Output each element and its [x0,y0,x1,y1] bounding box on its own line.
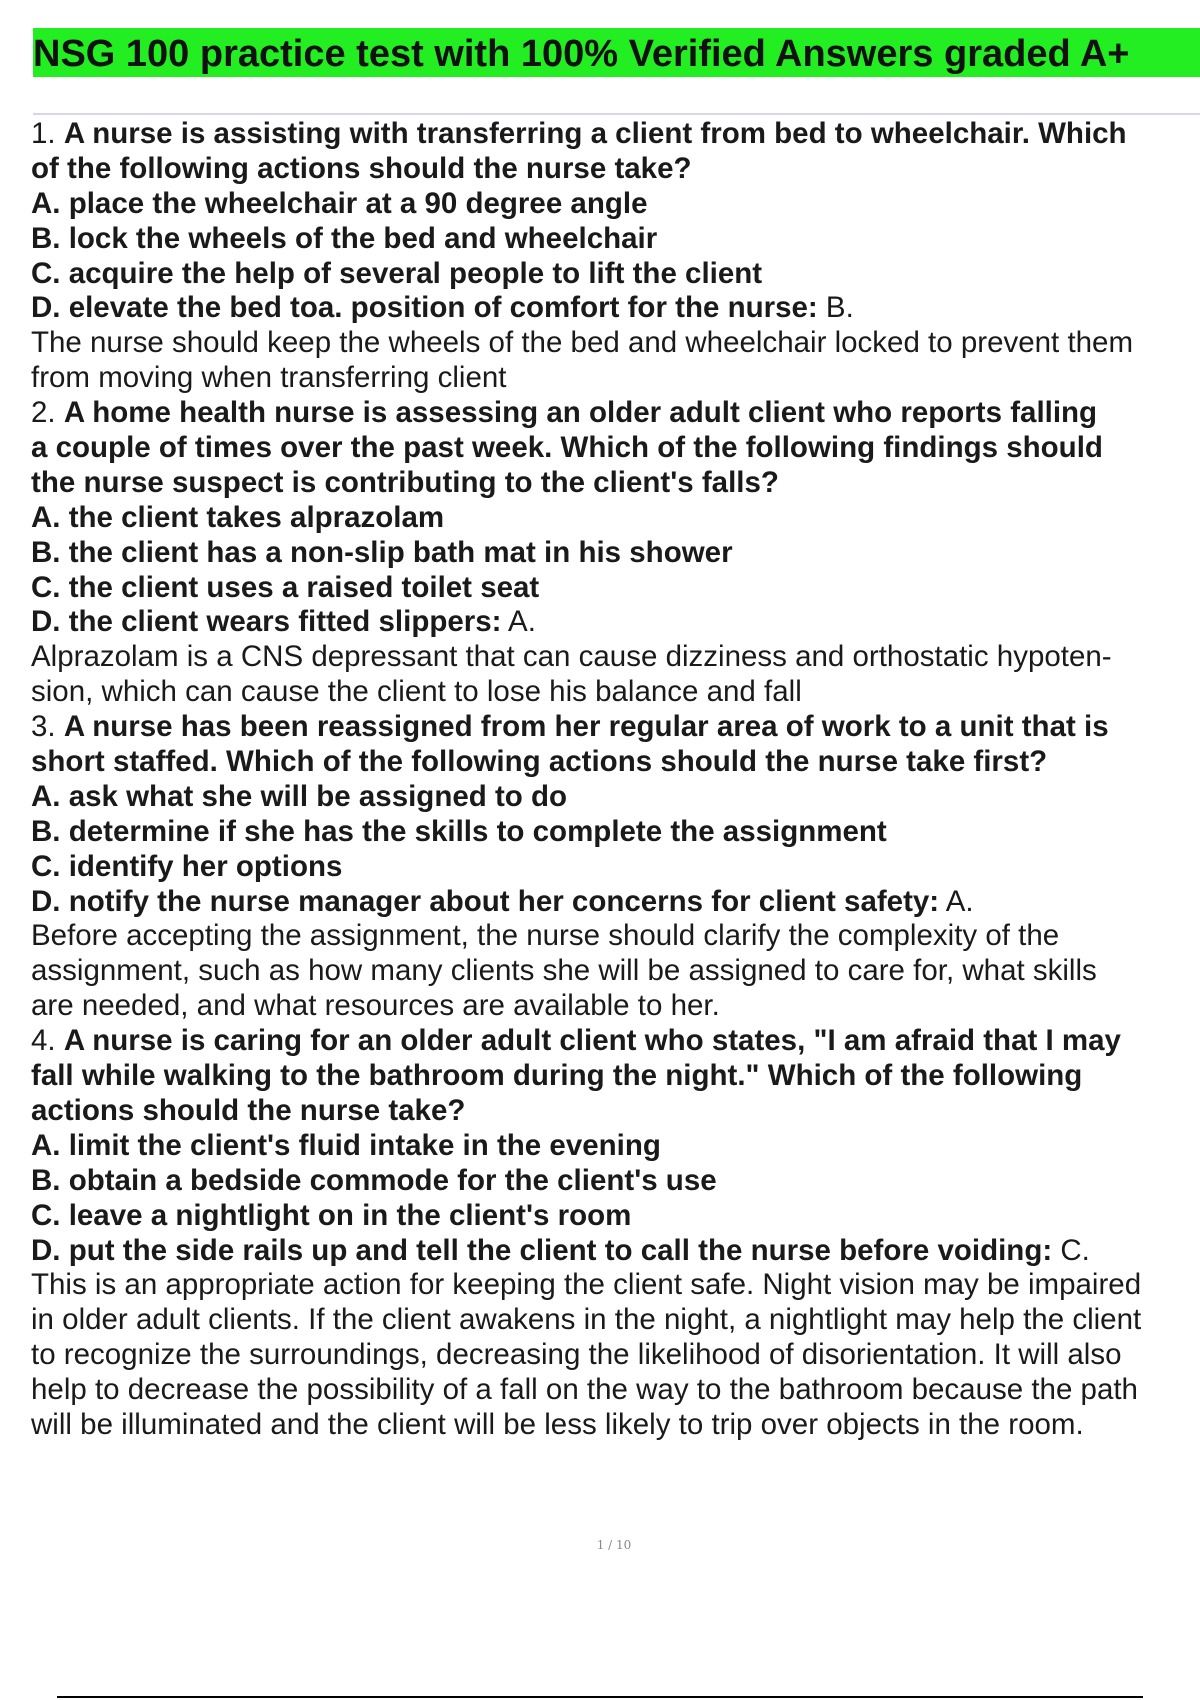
question-number: 2. [31,396,56,430]
page-bottom-rule [57,1696,1143,1698]
answer-option: C. acquire the help of several people to lift the client [31,256,763,290]
document-title: NSG 100 practice test with 100% Verified Answers graded A+ [33,33,1130,75]
answer-option: A. limit the client's fluid intake in the evening [31,1128,661,1162]
answer-option: D. put the side rails up and tell the client to call the nurse before voiding: [31,1233,1053,1267]
question-stem: actions should the nurse take? [31,1093,466,1127]
question-stem: A nurse has been reassigned from her regular area of work to a unit that is [63,710,1109,744]
question-stem: short staffed. Which of the following actions should the nurse take first? [31,745,1048,779]
correct-answer: A. [501,605,536,639]
rationale-text: to recognize the surroundings, decreasing the likelihood of disorientation. It will also [31,1338,1122,1372]
question-block [31,117,1200,396]
rationale-text: This is an appropriate action for keeping the client safe. Night vision may be impaired [31,1268,1142,1302]
question-stem: A nurse is assisting with transferring a client from bed to wheelchair. Which [63,117,1127,150]
rationale-text: in older adult clients. If the client awakens in the night, a nightlight may help the client [31,1303,1142,1337]
question-number: 1. [31,117,56,150]
answer-option: C. leave a nightlight on in the client's room [31,1198,632,1232]
rationale-text: Alprazolam is a CNS depressant that can cause dizziness and orthostatic hypoten- [31,640,1112,674]
answer-option: B. obtain a bedside commode for the client's use [31,1163,717,1197]
question-stem: of the following actions should the nurse take? [31,151,692,185]
rationale-text: help to decrease the possibility of a fall on the way to the bathroom because the path [31,1373,1138,1407]
question-stem: A nurse is caring for an older adult client who states, "I am afraid that I may [63,1024,1121,1058]
rationale-text: Before accepting the assignment, the nurse should clarify the complexity of the [31,919,1060,953]
title-divider [33,113,1200,115]
question-block [31,396,1200,710]
correct-answer: A. [939,884,974,918]
question-stem: A home health nurse is assessing an older adult client who reports falling [63,396,1098,430]
rationale-text: will be illuminated and the client will be less likely to trip over objects in the room. [31,1407,1084,1441]
answer-option: D. the client wears fitted slippers: [31,605,502,639]
correct-answer: C. [1052,1233,1090,1267]
question-number: 4. [31,1024,56,1058]
answer-option: B. lock the wheels of the bed and wheelchair [31,221,658,255]
question-block [31,710,1200,1024]
correct-answer: B. [817,291,854,325]
rationale-text: The nurse should keep the wheels of the bed and wheelchair locked to prevent them [31,326,1134,360]
question-stem: a couple of times over the past week. Which of the following findings should [31,431,1103,465]
question-stem: the nurse suspect is contributing to the client's falls? [31,465,779,499]
answer-option: C. identify her options [31,849,343,883]
answer-option: D. elevate the bed toa. position of comfort for the nurse: [31,291,818,325]
answer-option: C. the client uses a raised toilet seat [31,570,540,604]
question-list [31,117,1200,1443]
answer-option: A. place the wheelchair at a 90 degree angle [31,186,648,220]
rationale-text: sion, which can cause the client to lose his balance and fall [31,675,802,709]
rationale-text: are needed, and what resources are available to her. [31,989,720,1023]
question-stem: fall while walking to the bathroom during the night." Which of the following [31,1059,1083,1093]
page-number: 1 / 10 [596,1538,632,1552]
answer-option: D. notify the nurse manager about her concerns for client safety: [31,884,940,918]
rationale-text: from moving when transferring client [31,361,507,395]
answer-option: A. ask what she will be assigned to do [31,779,568,813]
answer-option: A. the client takes alprazolam [31,500,445,534]
answer-option: B. determine if she has the skills to complete the assignment [31,814,887,848]
question-block [31,1024,1200,1443]
rationale-text: assignment, such as how many clients she will be assigned to care for, what skills [31,954,1097,988]
question-number: 3. [31,710,56,744]
answer-option: B. the client has a non-slip bath mat in his shower [31,535,733,569]
